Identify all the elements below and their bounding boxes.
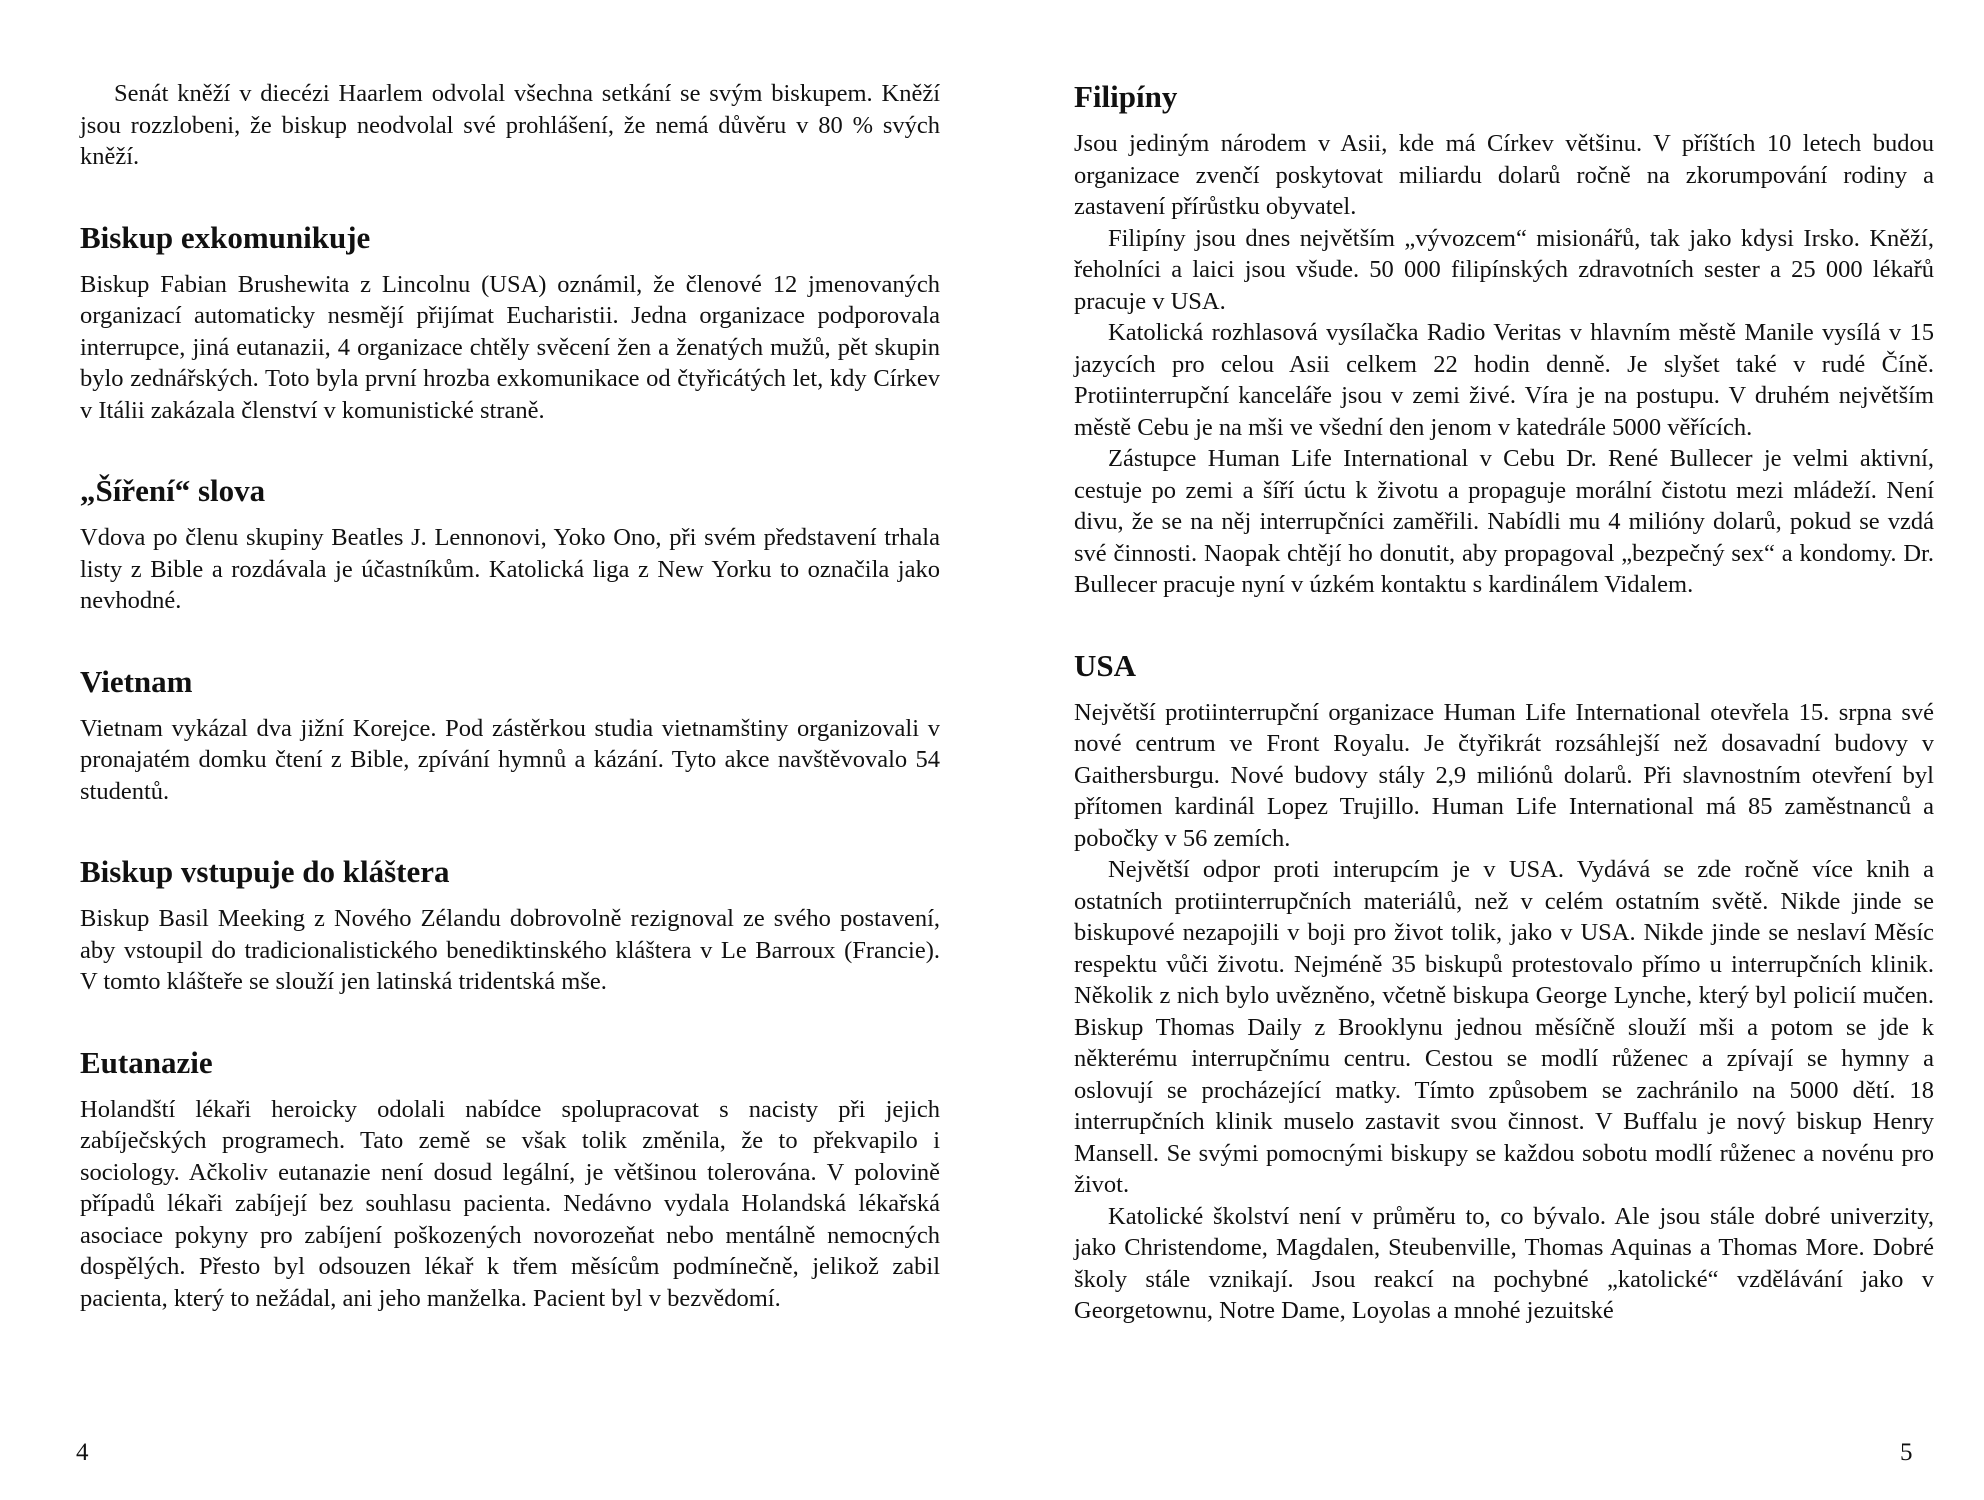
left-page-column xyxy=(80,78,940,1314)
paragraph: Biskup Fabian Brushewita z Lincolnu (USA) oznámil, že členové 12 jmenovaných organizací automaticky nesmějí přijímat Eucharistii. Jedna organizace podporovala interrupce, jiná eutanazii, 4 organizace chtěly svěcení žen a ženatých mužů, pět skupin bylo zednářských. Toto byla první hrozba exkomunikace od čtyřicátých let, kdy Církev v Itálii zakázala členství v komunistické straně. xyxy=(80,270,940,424)
section-vietnam xyxy=(80,663,940,808)
section-filipiny xyxy=(1074,78,1934,601)
section-biskup-vstupuje xyxy=(80,853,940,998)
paragraph: Jsou jediným národem v Asii, kde má Církev většinu. V příštích 10 letech budou organizace zvenčí poskytovat miliardu dolarů ročně na zkorumpování rodiny a zastavení přírůstku obyvatel. xyxy=(1074,130,1934,220)
paragraph: Holandští lékaři heroicky odolali nabídce spolupracovat s nacisty při jejich zabíječských programech. Tato země se však tolik změnila, že to překvapilo i sociology. Ačkoliv eutanazie není dosud legální, je většinou tolerována. V polovině případů lékaři zabíjejí bez souhlasu pacienta. Nedávno vydala Holandská lékařská asociace pokyny pro zabíjení poškozených novorozeňat nebo mentálně nemocných dospělých. Přesto byl odsouzen lékař k třem měsícům podmínečně, jelikož zabil pacienta, který to nežádal, ani jeho manželka. Pacient byl v bezvědomí. xyxy=(80,1095,940,1312)
paragraph: Největší protiinterrupční organizace Human Life International otevřela 15. srpna své nové centrum ve Front Royalu. Je čtyřikrát rozsáhlejší než dosavadní budovy v Gaithersburgu. Nové budovy stály 2,9 miliónů dolarů. Při slavnostním otevření byl přítomen kardinál Lopez Trujillo. Human Life International má 85 zaměstnanců a pobočky v 56 zemích. xyxy=(1074,698,1934,852)
paragraph: Vietnam vykázal dva jižní Korejce. Pod zástěrkou studia vietnamštiny organizovali v pronajatém domku čtení z Bible, zpívání hymnů a kázání. Tyto akce navštěvovalo 54 studentů. xyxy=(80,714,940,805)
paragraph: Katolické školství není v průměru to, co bývalo. Ale jsou stále dobré univerzity, jako Christendome, Magdalen, Steubenville, Thomas Aquinas a Thomas More. Dobré školy stále vznikají. Jsou reakcí na pochybné „katolické“ vzdělávání jako v Georgetownu, Notre Dame, Loyolas a mnohé jezuitské xyxy=(1074,1202,1934,1324)
paragraph: Biskup Basil Meeking z Nového Zélandu dobrovolně rezignoval ze svého postavení, aby vstoupil do tradicionalistického benediktinského kláštera v Le Barroux (Francie). V tomto klášteře se slouží jen latinská tridentská mše. xyxy=(80,905,940,995)
paragraph: Filipíny jsou dnes největším „vývozcem“ misionářů, tak jako kdysi Irsko. Kněží, řeholníci a laici jsou všude. 50 000 filipínských zdravotních sester a 25 000 lékařů pracuje v USA. xyxy=(1074,224,1934,315)
section-heading: Filipíny xyxy=(1074,79,1178,114)
section-heading: Eutanazie xyxy=(80,1044,213,1080)
section-heading: USA xyxy=(1074,647,1137,683)
paragraph: Zástupce Human Life International v Cebu Dr. René Bullecer je velmi aktivní, cestuje po zemi a šíří úctu k životu a propaguje morální čistotu mezi mládeží. Není divu, že se na něj interrupčníci zaměřili. Nabídli mu 4 milióny dolarů, pokud se vzdá své činnosti. Naopak chtějí ho donutit, aby propagoval „bezpečný sex“ a kondomy. Dr. Bullecer pracuje nyní v úzkém kontaktu s kardinálem Vidalem. xyxy=(1074,445,1934,598)
right-page xyxy=(992,0,1984,1500)
page-number-right: 5 xyxy=(1900,1439,1913,1466)
paragraph: Největší odpor proti interupcím je v USA. Vydává se zde ročně více knih a ostatních protiinterrupčních materiálů, než v celém ostatním světě. Nikde jinde se biskupové nezapojili v boji pro život tolik, jako v USA. Nikde jinde se neslaví Měsíc respektu vůči životu. Nejméně 35 biskupů protestovalo přímo u interrupčních klinik. Několik z nich bylo uvězněno, včetně biskupa George Lynche, který byl policií mučen. Biskup Thomas Daily z Brooklynu jednou měsíčně slouží mši a potom se jde k některému interrupčnímu centru. Cestou se modlí růženec a zpívají se hymny a oslovují se procházející matky. Tímto způsobem se zachránilo na 5000 dětí. 18 interrupčních klinik muselo zastavit svou činnost. V Buffalu je nový biskup Henry Mansell. Se svými pomocnými biskupy se každou sobotu modlí růženec a novénu pro život. xyxy=(1074,856,1934,1198)
section-usa xyxy=(1074,647,1934,1327)
section-heading: Biskup vstupuje do kláštera xyxy=(80,854,450,889)
page-number-left: 4 xyxy=(76,1439,89,1466)
paragraph: Katolická rozhlasová vysílačka Radio Veritas v hlavním městě Manile vysílá v 15 jazycích pro celou Asii celkem 22 hodin denně. Je slyšet také v rudé Číně. Protiinterrupční kanceláře jsou v zemi živé. Víra je na postupu. V druhém největším městě Cebu je na mši ve všední den jenom v katedrále 5000 věřících. xyxy=(1074,319,1934,441)
section-heading: Biskup exkomunikuje xyxy=(80,219,371,255)
intro-section xyxy=(80,78,940,173)
section-biskup-exkomunikuje xyxy=(80,219,940,427)
section-heading: Vietnam xyxy=(80,663,193,699)
right-page-column xyxy=(1074,78,1934,1327)
section-eutanazie xyxy=(80,1044,940,1315)
section-heading: „Šíření“ slova xyxy=(80,473,266,508)
intro-paragraph: Senát kněží v diecézi Haarlem odvolal všechna setkání se svým biskupem. Kněží jsou rozzlobeni, že biskup neodvolal své prohlášení, že nemá důvěru v 80 % svých kněží. xyxy=(80,80,940,170)
paragraph: Vdova po členu skupiny Beatles J. Lennonovi, Yoko Ono, při svém představení trhala listy z Bible a rozdávala je účastníkům. Katolická liga z New Yorku to označila jako nevhodné. xyxy=(80,524,940,614)
section-sireni-slova xyxy=(80,472,940,617)
